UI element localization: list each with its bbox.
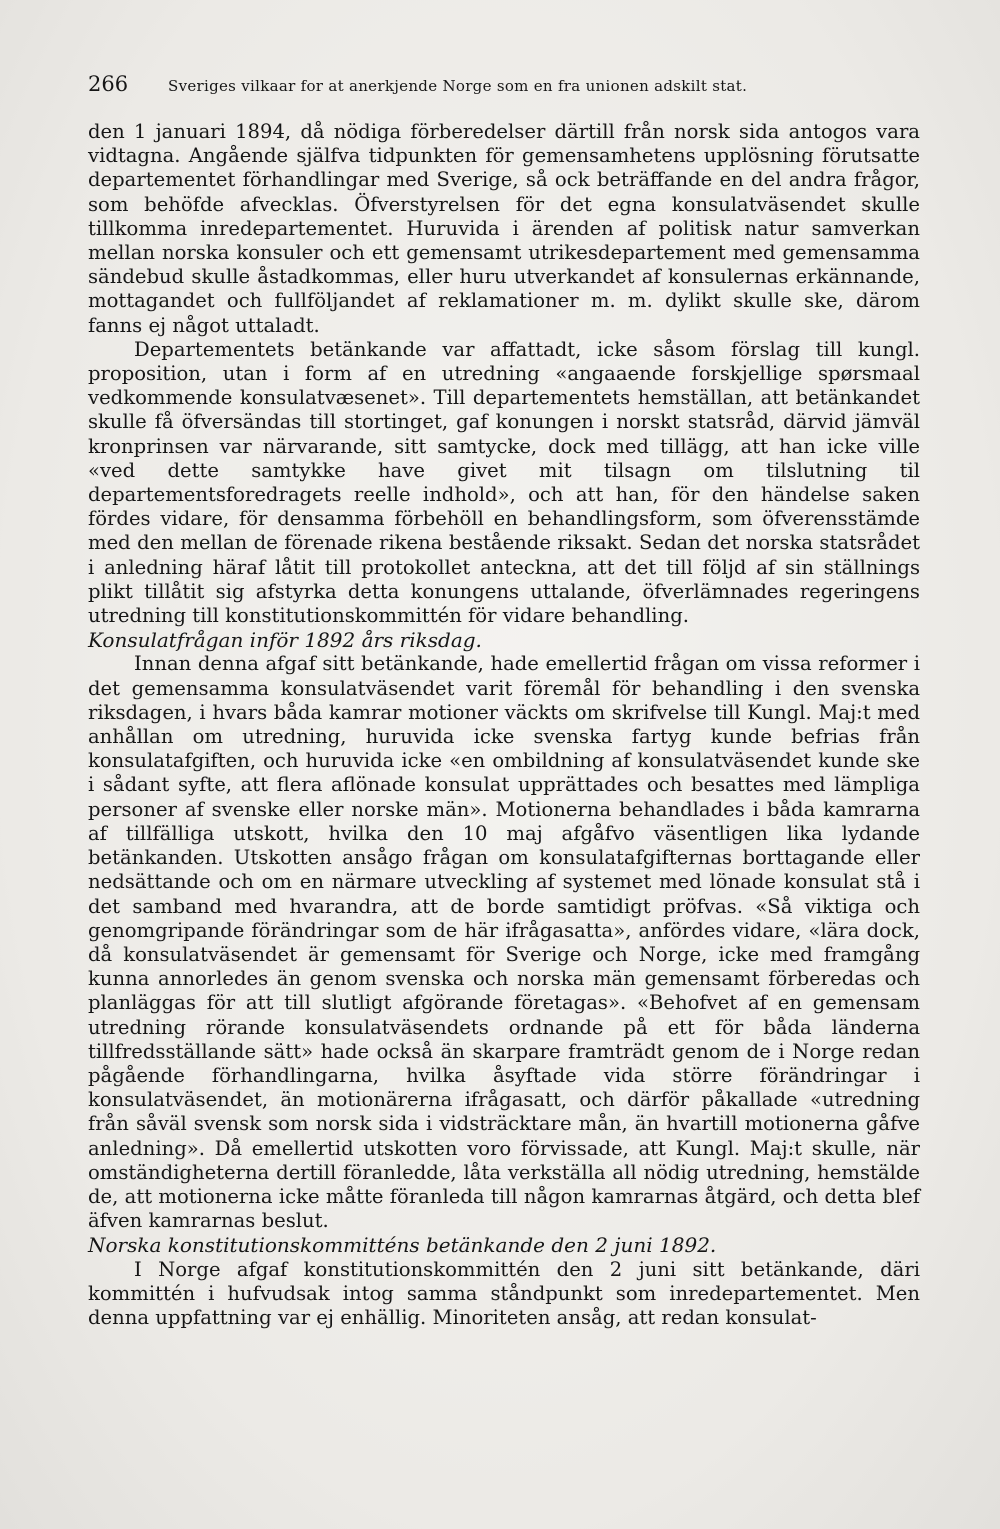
paragraph: Innan denna afgaf sitt betänkande, hade emellertid frågan om vissa reformer i det gemensamma konsulatväsendet varit föremål för behandling i den svenska riksdagen, i hvars båda kamrar motioner väckts om skrifvelse till Kungl. Maj:t med anhållan om utredning, huruvida icke svenska fartyg kunde befrias från konsulatafgiften, och huruvida icke «en ombildning af konsulatväsendet kunde ske i sådant syfte, att flera aflönade konsulat upprättades och besattes med lämpliga personer af svenske eller norske män». Motionerna behandlades i båda kamrarna af tillfälliga utskott, hvilka den 10 maj afgåfvo väsentligen lika lydande betänkanden. Utskotten ansågo frågan om konsulatafgifternas borttagande eller nedsättande och om en närmare utveckling af systemet med lönade konsulat stå i det samband med hvarandra, att de borde samtidigt pröfvas. «Så viktiga och genomgripande förändringar som de här ifrågasatta», anfördes vidare, «lära dock, då konsulatväsendet är gemensamt för Sverige och Norge, icke med framgång kunna annorledes än genom svenska och norska män gemensamt förberedas och planläggas för att till slutligt afgörande företagas». «Behofvet af en gemensam utredning rörande konsulatväsendets ordnande på ett för båda länderna tillfredsställande sätt» hade också än skarpare framträdt genom de i Norge redan pågående förhandlingarna, hvilka åsyftade vida större förändringar i konsulatväsendet, än motionärerna ifrågasatt, och därför påkallade «utredning från såväl svensk som norsk sida i vidsträcktare mån, än hvartill motionerna gåfve anledning». Då emellertid utskotten voro förvissade, att Kungl. Maj:t skulle, när omständigheterna dertill föranledde, låta verkställa all nödig utredning, hemstälde de, att motionerna icke måtte föranleda till någon kamrarnas åtgärd, och detta blef äfven kamrarnas beslut.: [88, 652, 920, 1233]
running-title: Sveriges vilkaar for at anerkjende Norge som en fra unionen adskilt stat.: [168, 77, 748, 95]
paragraph-continued: den 1 januari 1894, då nödiga förberedelser därtill från norsk sida antogos vara vidtagna. Angående själfva tidpunkten för gemensamhetens upplösning förutsatte departementet förhandlingar med Sverige, så ock beträffande en del andra frågor, som behöfde afvecklas. Öfverstyrelsen för det egna konsulatväsendet skulle tillkomma inredepartementet. Huruvida i ärenden af politisk natur samverkan mellan norska konsuler och ett gemensamt utrikesdepartement med gemensamma sändebud skulle åstadkommas, eller huru utverkandet af konsulernas erkännande, mottagandet och fullföljandet af reklamationer m. m. dylikt skulle ske, därom fanns ej något uttaladt.: [88, 120, 920, 337]
section-heading: Norska konstitutionskommitténs betänkande den 2 juni 1892.: [88, 1233, 717, 1258]
running-head: [88, 72, 928, 100]
paragraph: I Norge afgaf konstitutionskommittén den 2 juni sitt betänkande, däri kommittén i hufvudsak intog samma ståndpunkt som inredepartementet. Men denna uppfattning var ej enhällig. Minoriteten ansåg, att redan konsulat-: [88, 1257, 920, 1329]
section-heading: Konsulatfrågan inför 1892 års riksdag.: [88, 628, 482, 653]
page-number: 266: [88, 72, 129, 96]
body-text: [88, 120, 920, 1330]
paragraph: Departementets betänkande var affattadt, icke såsom förslag till kungl. proposition, utan i form af en utredning «angaaende forskjellige spørsmaal vedkommende konsulatvæsenet». Till departementets hemställan, att betänkandet skulle få öfversändas till stortinget, gaf konungen i norskt statsråd, därvid jämväl kronprinsen var närvarande, sitt samtycke, dock med tillägg, att han icke ville «ved dette samtykke have givet mit tilsagn om tilslutning til departementsforedragets reelle indhold», och att han, för den händelse saken fördes vidare, för densamma förbehöll en behandlingsform, som öfverensstämde med den mellan de förenade rikena bestående riksakt. Sedan det norska statsrådet i anledning häraf låtit till protokollet anteckna, att det till följd af sin ställnings plikt tillåtit sig afstyrka detta konungens uttalande, öfverlämnades regeringens utredning till konstitutionskommittén för vidare behandling.: [88, 337, 920, 628]
